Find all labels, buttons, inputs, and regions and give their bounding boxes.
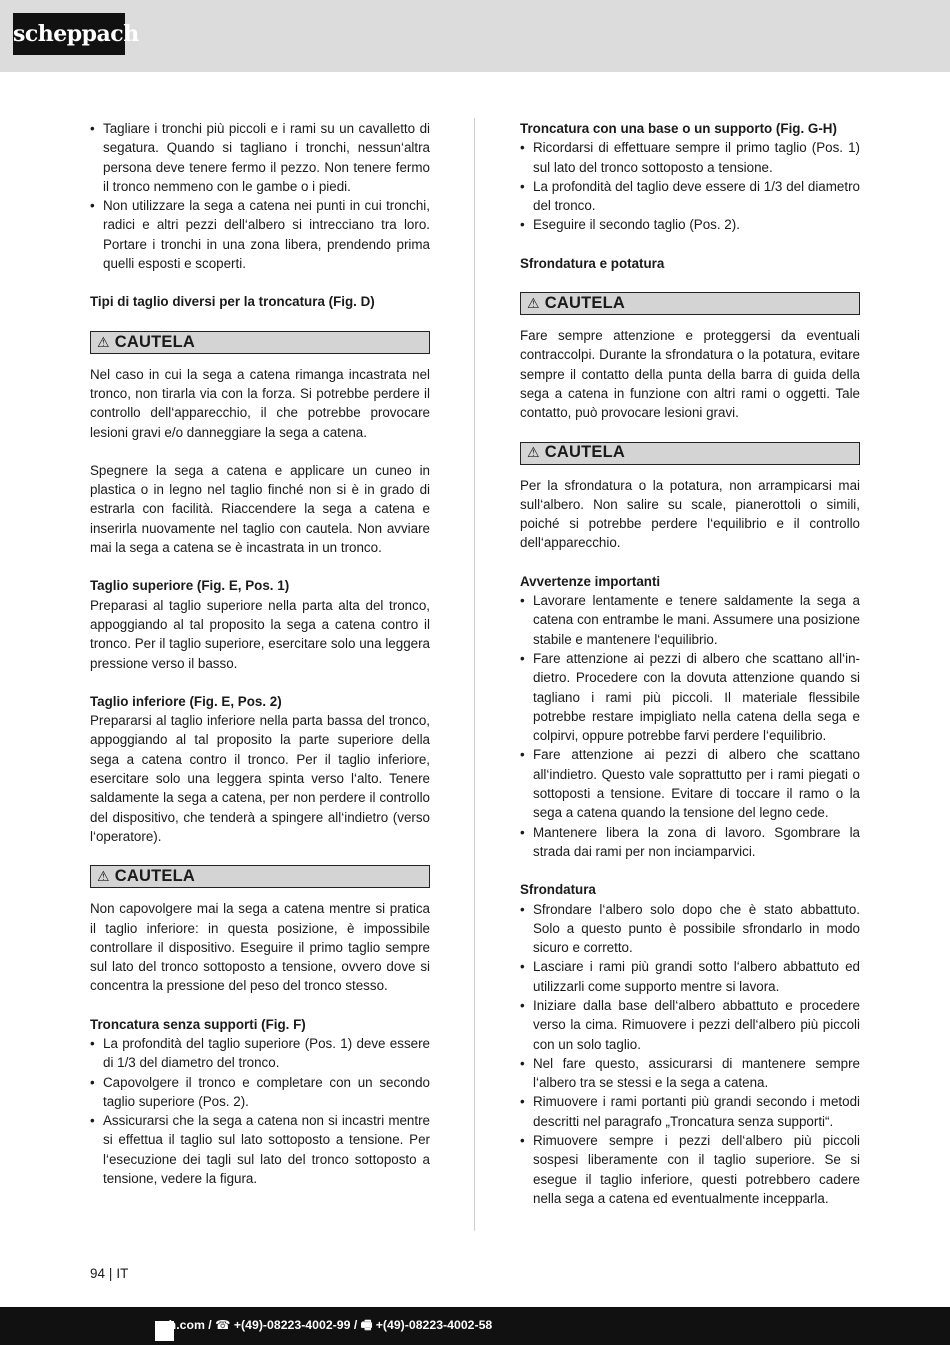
bullet-list [520,900,860,1209]
list-item: • Lasciare i rami più grandi sotto l‘albero abbattuto ed utilizzarli come supporto mentre si lavora. [520,957,860,996]
paragraph: Nel caso in cui la sega a catena rimanga incastrata nel tronco, non tirarla via con la forza. Si potrebbe perdere il controllo dell‘apparecchio, il che potrebbe provocare lesioni gravi e/o danneggiare la sega a catena. [90,366,430,440]
paragraph: Fare sempre attenzione e proteggersi da eventuali contraccolpi. Durante la sfrondatura o la potatura, evitare sempre il contatto della punta della barra di guida della sega a catena in funzione con altri rami o oggetti. Tale contatto, può provocare lesioni gravi. [520,328,860,421]
footer-contact: ach.com / ☎ +(49)-08223-4002-99 / 🖷 +(49)-08223-4002-58 [155,1318,493,1332]
paragraph: Spegnere la sega a catena e applicare un cuneo in plastica o in legno nel taglio finché non si è in grado di estrarla con facilità. Riaccendere la sega a catena e inserirla nuovamente nel taglio con cautela. Non avviare mai la sega a catena se è incastrata in un tronco. [90,462,430,556]
list-item: • Eseguire il secondo taglio (Pos. 2). [520,215,860,234]
list-item: • Iniziare dalla base dell‘albero abbattuto e procedere verso la cima. Rimuovere i pezzi dell‘albero più piccoli con un solo taglio. [520,996,860,1054]
warning-triangle-icon: ⚠ [97,333,110,350]
list-item: • Rimuovere sempre i pezzi dell‘albero più piccoli sospesi liberamente con il taglio superiore. Se si esegue il taglio inferiore, questi potrebbero cadere nella sega a catena ed eventualmente incepparla. [520,1131,860,1208]
paragraph: Prepararsi al taglio inferiore nella parta bassa del tronco, appoggiando al tal proposito la parte superiore della sega a catena contro il tronco. Per il taglio inferiore, esercitare solo una leggera spinta verso l‘alto. Tenere saldamente la sega a catena, per non perdere il controllo del dispositivo, che tenderà a spingere all‘indietro (verso l‘operatore). [90,713,430,844]
page-number: 94 | IT [90,1266,129,1281]
list-item: • Fare attenzione ai pezzi di albero che scattano all‘indietro. Procedere con la dovuta attenzione quando si tagliano i rami più piccoli. Il materiale flessibile potrebbe restare impigliato nella catena della sega e colpirvi, oppure potrebbe farvi perdere l‘equilibrio. [520,649,860,745]
section-heading: Troncatura con una base o un supporto (Fig. G-H) [520,121,837,136]
list-item: • Lavorare lentamente e tenere saldamente la sega a catena con entrambe le mani. Assumere una posizione stabile e mantenere l‘equilibrio. [520,591,860,649]
bullet-list [90,1034,430,1188]
warning-triangle-icon: ⚠ [527,444,540,461]
bullet-list [520,138,860,234]
list-item: • Tagliare i tronchi più piccoli e i rami su un cavalletto di segatura. Quando si tagliano i tronchi, nessun‘altra persona deve tenere fermo il pezzo. Non tenere fermo il tronco nemmeno con le gambe o i piedi. [90,119,430,196]
list-item: • Assicurarsi che la sega a catena non si incastri mentre si effettua il taglio sul lato sottoposto a tensione. Per l‘esecuzione dei tagli sul lato del tronco sottoposto a tensione, vedere la figura. [90,1111,430,1188]
caution-label: CAUTELA [544,443,625,462]
caution-label: CAUTELA [114,867,195,886]
left-column [90,119,430,1188]
list-item: • Capovolgere il tronco e completare con un secondo taglio superiore (Pos. 2). [90,1073,430,1112]
paragraph: Non capovolgere mai la sega a catena mentre si pratica il taglio inferiore: in questa posizione, è impossibile controllare il dispositivo. Eseguire il primo taglio sempre sul lato del tronco sottoposto a tensione, ovvero dove si concentra la pressione del peso del tronco stesso. [90,901,430,994]
section-heading: Tipi di taglio diversi per la troncatura (Fig. D) [90,294,375,310]
list-item: • Sfrondare l‘albero solo dopo che è stato abbattuto. Solo a questo punto è possibile sfrondarlo in modo sicuro e corretto. [520,900,860,958]
page-number-value: 94 [90,1266,105,1281]
list-item: • Nel fare questo, assicurarsi di mantenere sempre l‘albero tra se stessi e la sega a catena. [520,1054,860,1093]
section-heading: Sfrondatura e potatura [520,255,665,271]
section-heading: Taglio inferiore (Fig. E, Pos. 2) [90,693,282,709]
list-item: • La profondità del taglio superiore (Pos. 1) deve essere di 1/3 del diametro del tronco. [90,1034,430,1073]
paragraph: Preparasi al taglio superiore nella parta alta del tronco, appoggiando al tal proposito la sega a catena contro il tronco. Per il taglio superiore, esercitare solo una leggera pressione verso il basso. [90,597,430,671]
caution-box [520,292,860,315]
section-heading: Sfrondatura [520,882,596,898]
paragraph: Per la sfrondatura o la potatura, non arrampicarsi mai sull‘albero. Non salire su scale, pianerottoli o simili, poiché si potrebbe perdere l‘equilibrio e il controllo dell‘apparecchio. [520,477,860,551]
list-item: • Mantenere libera la zona di lavoro. Sgombrare la strada dai rami per non inciamparvici. [520,823,860,862]
list-item: • Non utilizzare la sega a catena nei punti in cui tronchi, radici e altri pezzi dell‘albero si intrecciano tra loro. Portare i tronchi in una zona libera, prendendo prima quelli esposti e scoperti. [90,196,430,273]
bullet-list [90,119,430,273]
caution-box [90,865,430,888]
caution-box [90,331,430,354]
list-item: • Rimuovere i rami portanti più grandi secondo i metodi descritti nel paragrafo „Troncatura senza supporti“. [520,1092,860,1131]
list-item: • Fare attenzione ai pezzi di albero che scattano all‘indietro. Questo vale soprattutto per i rami piegati o sottoposti a tensione. Evitare di toccare il ramo o la sega a catena quando la tensione del legno cede. [520,745,860,822]
right-column [520,119,860,1208]
list-item: • Ricordarsi di effettuare sempre il primo taglio (Pos. 1) sul lato del tronco sottoposto a tensione. [520,138,860,177]
list-item: • La profondità del taglio deve essere di 1/3 del diametro del tronco. [520,177,860,216]
warning-triangle-icon: ⚠ [527,294,540,311]
caution-box [520,442,860,465]
language-code: IT [116,1266,129,1281]
bullet-list [520,591,860,861]
section-heading: Taglio superiore (Fig. E, Pos. 1) [90,578,290,594]
header-bar [0,0,950,72]
scheppach-logo: scheppach [13,13,125,55]
caution-label: CAUTELA [544,293,625,312]
caution-label: CAUTELA [114,332,195,351]
section-heading: Avvertenze importanti [520,573,661,589]
column-divider [474,118,475,1231]
section-heading: Troncatura senza supporti (Fig. F) [90,1016,306,1032]
warning-triangle-icon: ⚠ [97,868,110,885]
